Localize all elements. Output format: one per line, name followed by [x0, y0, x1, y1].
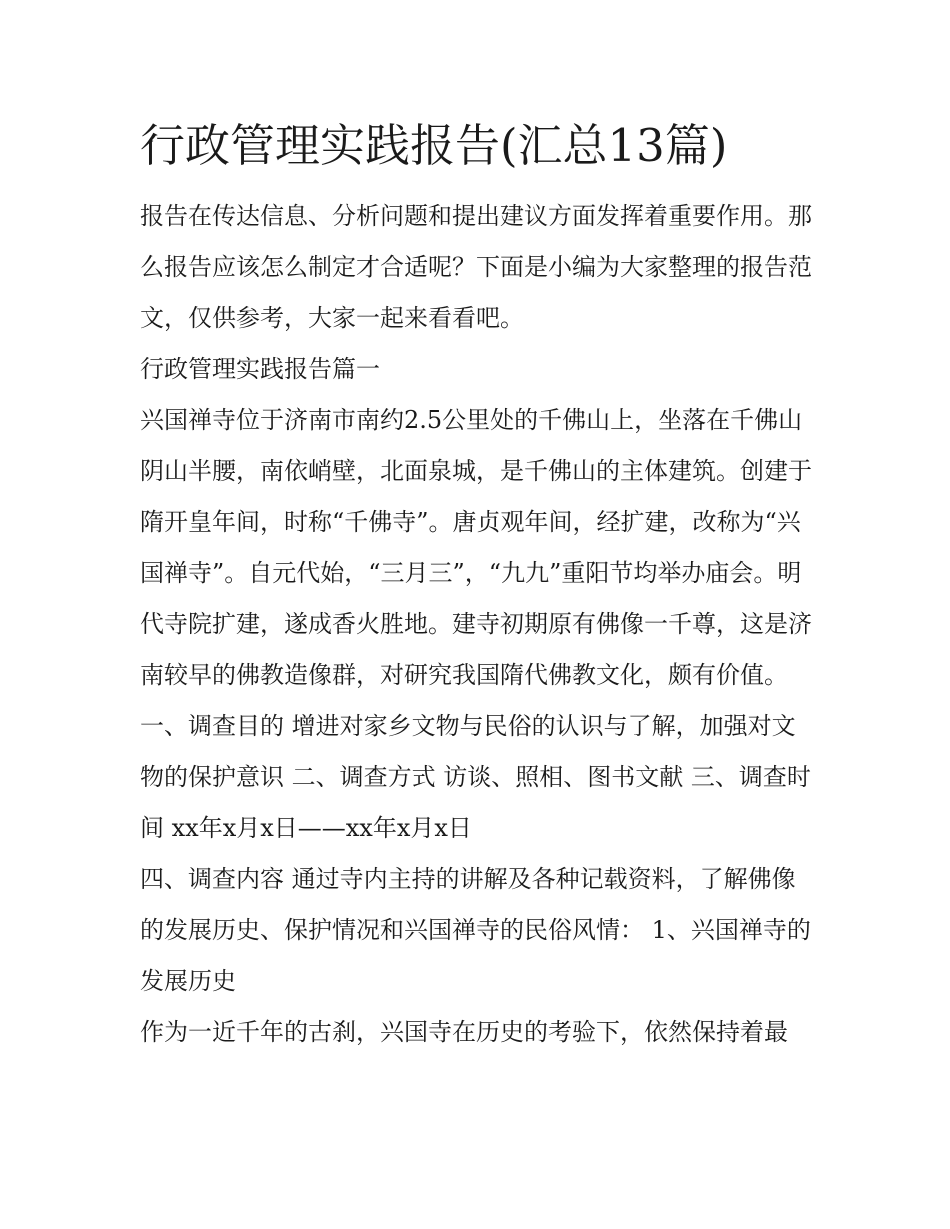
document-body [140, 113, 812, 1058]
document-title: 行政管理实践报告(汇总13篇) [140, 119, 728, 172]
intro-paragraph: 报告在传达信息、分析问题和提出建议方面发挥着重要作用。那么报告应该怎么制定才合适呢？下面是小编为大家整理的报告范文，仅供参考，大家一起来看看吧。 [140, 202, 812, 332]
body-paragraph: 一、调查目的 增进对家乡文物与民俗的认识与了解，加强对文物的保护意识 二、调查方式 访谈、照相、图书文献 三、调查时间 xx年x月x日——xx年x月x日 [140, 712, 811, 842]
section-heading: 行政管理实践报告篇一 [140, 355, 380, 383]
body-paragraph: 作为一近千年的古刹，兴国寺在历史的考验下，依然保持着最 [140, 1018, 788, 1046]
body-paragraph: 四、调查内容 通过寺内主持的讲解及各种记载资料，了解佛像的发展历史、保护情况和兴国禅寺的民俗风情： 1、兴国禅寺的发展历史 [140, 865, 811, 995]
body-paragraph: 兴国禅寺位于济南市南约2.5公里处的千佛山上，坐落在千佛山阴山半腰，南依峭壁，北面泉城，是千佛山的主体建筑。创建于隋开皇年间，时称“千佛寺”。唐贞观年间，经扩建，改称为“兴国禅寺”。自元代始，“三月三”，“九九”重阳节均举办庙会。明代寺院扩建，遂成香火胜地。建寺初期原有佛像一千尊，这是济南较早的佛教造像群，对研究我国隋代佛教文化，颇有价值。 [140, 406, 812, 689]
